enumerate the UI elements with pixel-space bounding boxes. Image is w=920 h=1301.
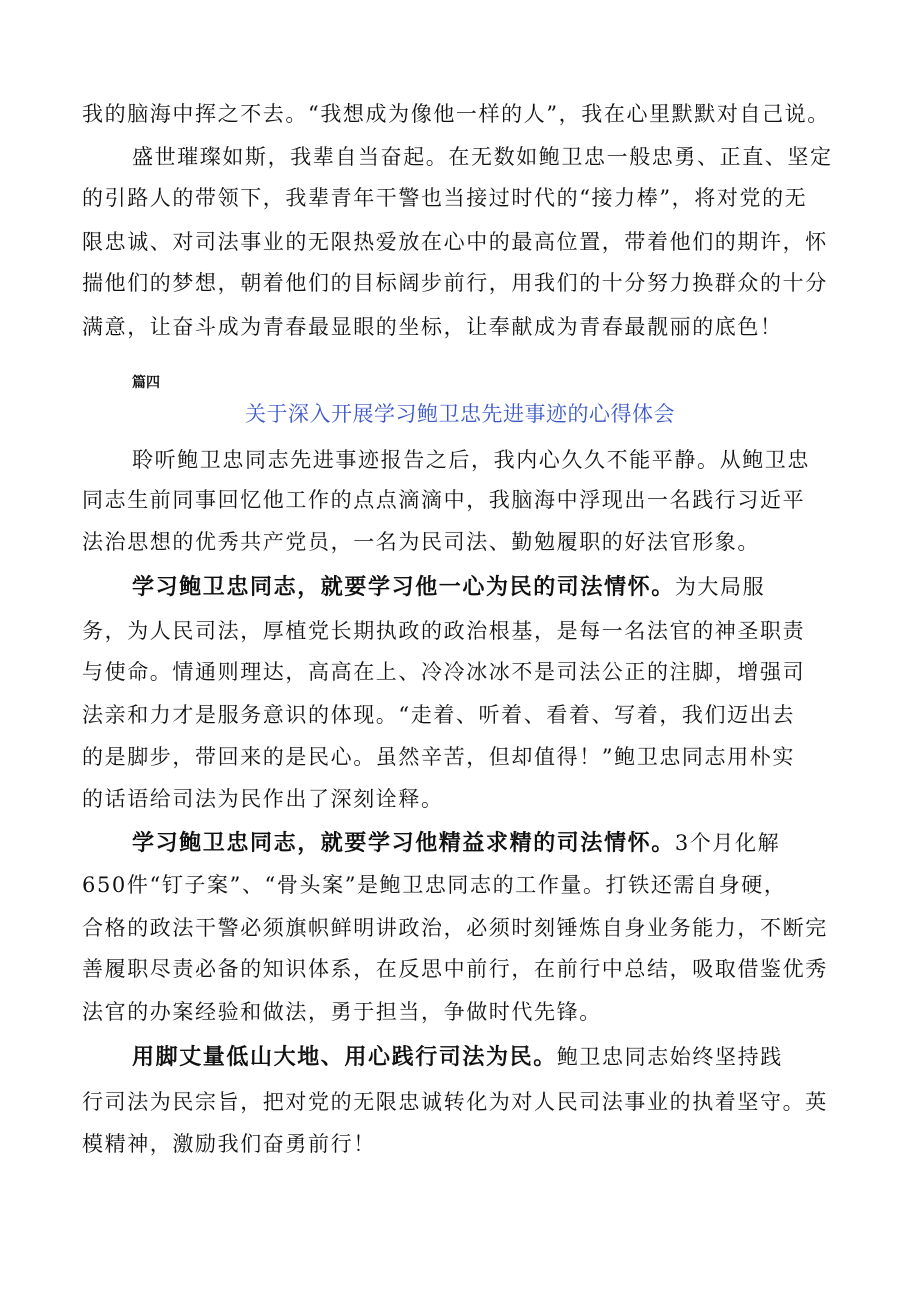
para3-line-3: 模精神，激励我们奋勇前行！ bbox=[82, 1132, 376, 1156]
intro-line-3: 法治思想的优秀共产党员，一名为民司法、勤勉履职的好法官形象。 bbox=[82, 530, 760, 554]
para1-heading: 学习鲍卫忠同志，就要学习他一心为民的司法情怀。 bbox=[132, 574, 675, 600]
para2-line-5: 法官的办案经验和做法，勇于担当，争做时代先锋。 bbox=[82, 1000, 602, 1024]
intro-line-2: 同志生前同事回忆他工作的点点滴滴中，我脑海中浮现出一名践行习近平 bbox=[82, 488, 806, 512]
section-title: 关于深入开展学习鲍卫忠先进事迹的心得体会 bbox=[245, 402, 675, 426]
para1-line-6: 的话语给司法为民作出了深刻诠释。 bbox=[82, 787, 444, 811]
section-label: 篇四 bbox=[132, 375, 160, 391]
prev-line-6: 满意，让奋斗成为青春最显眼的坐标，让奉献成为青春最靓丽的底色！ bbox=[82, 315, 783, 339]
para1-first-line bbox=[132, 573, 765, 601]
para3-first-line bbox=[132, 1043, 783, 1071]
para2-line-3: 合格的政法干警必须旗帜鲜明讲政治，必须时刻锤炼自身业务能力，不断完 bbox=[82, 916, 828, 940]
para1-line-2: 务，为人民司法，厚植党长期执政的政治根基，是每一名法官的神圣职责 bbox=[82, 619, 806, 643]
prev-line-4: 限忠诚、对司法事业的无限热爱放在心中的最高位置，带着他们的期许，怀 bbox=[82, 230, 828, 254]
para1-line-3: 与使命。情通则理达，高高在上、冷冷冰冰不是司法公正的注脚，增强司 bbox=[82, 660, 806, 684]
para2-line-2: 650件“钉子案”、“骨头案”是鲍卫忠同志的工作量。打铁还需自身硬， bbox=[82, 873, 787, 897]
para3-line-2: 行司法为民宗旨，把对党的无限忠诚转化为对人民司法事业的执着坚守。英 bbox=[82, 1090, 828, 1114]
para3-heading: 用脚丈量低山大地、用心践行司法为民。 bbox=[132, 1044, 557, 1070]
para2-heading: 学习鲍卫忠同志，就要学习他精益求精的司法情怀。 bbox=[132, 830, 675, 856]
prev-line-2: 盛世璀璨如斯，我辈自当奋起。在无数如鲍卫忠一般忠勇、正直、坚定 bbox=[132, 145, 833, 169]
intro-line-1: 聆听鲍卫忠同志先进事迹报告之后，我内心久久不能平静。从鲍卫忠 bbox=[132, 448, 810, 472]
para2-first-rest: 3个月化解 bbox=[674, 831, 781, 855]
prev-line-5: 揣他们的梦想，朝着他们的目标阔步前行，用我们的十分努力换群众的十分 bbox=[82, 271, 828, 295]
prev-line-3: 的引路人的带领下，我辈青年干警也当接过时代的“接力棒”，将对党的无 bbox=[82, 186, 808, 210]
prev-line-1: 我的脑海中挥之不去。“我想成为像他一样的人”，我在心里默默对自己说。 bbox=[82, 102, 830, 126]
para2-first-line bbox=[132, 829, 780, 857]
para2-line-4: 善履职尽责必备的知识体系，在反思中前行，在前行中总结，吸取借鉴优秀 bbox=[82, 957, 828, 981]
para1-line-4: 法亲和力才是服务意识的体现。“走着、听着、看着、写着，我们迈出去 bbox=[82, 703, 795, 727]
para3-first-rest: 鲍卫忠同志始终坚持践 bbox=[556, 1045, 783, 1069]
para1-first-rest: 为大局服 bbox=[674, 575, 766, 599]
para1-line-5: 的是脚步，带回来的是民心。虽然辛苦，但却值得！”鲍卫忠同志用朴实 bbox=[82, 745, 795, 769]
